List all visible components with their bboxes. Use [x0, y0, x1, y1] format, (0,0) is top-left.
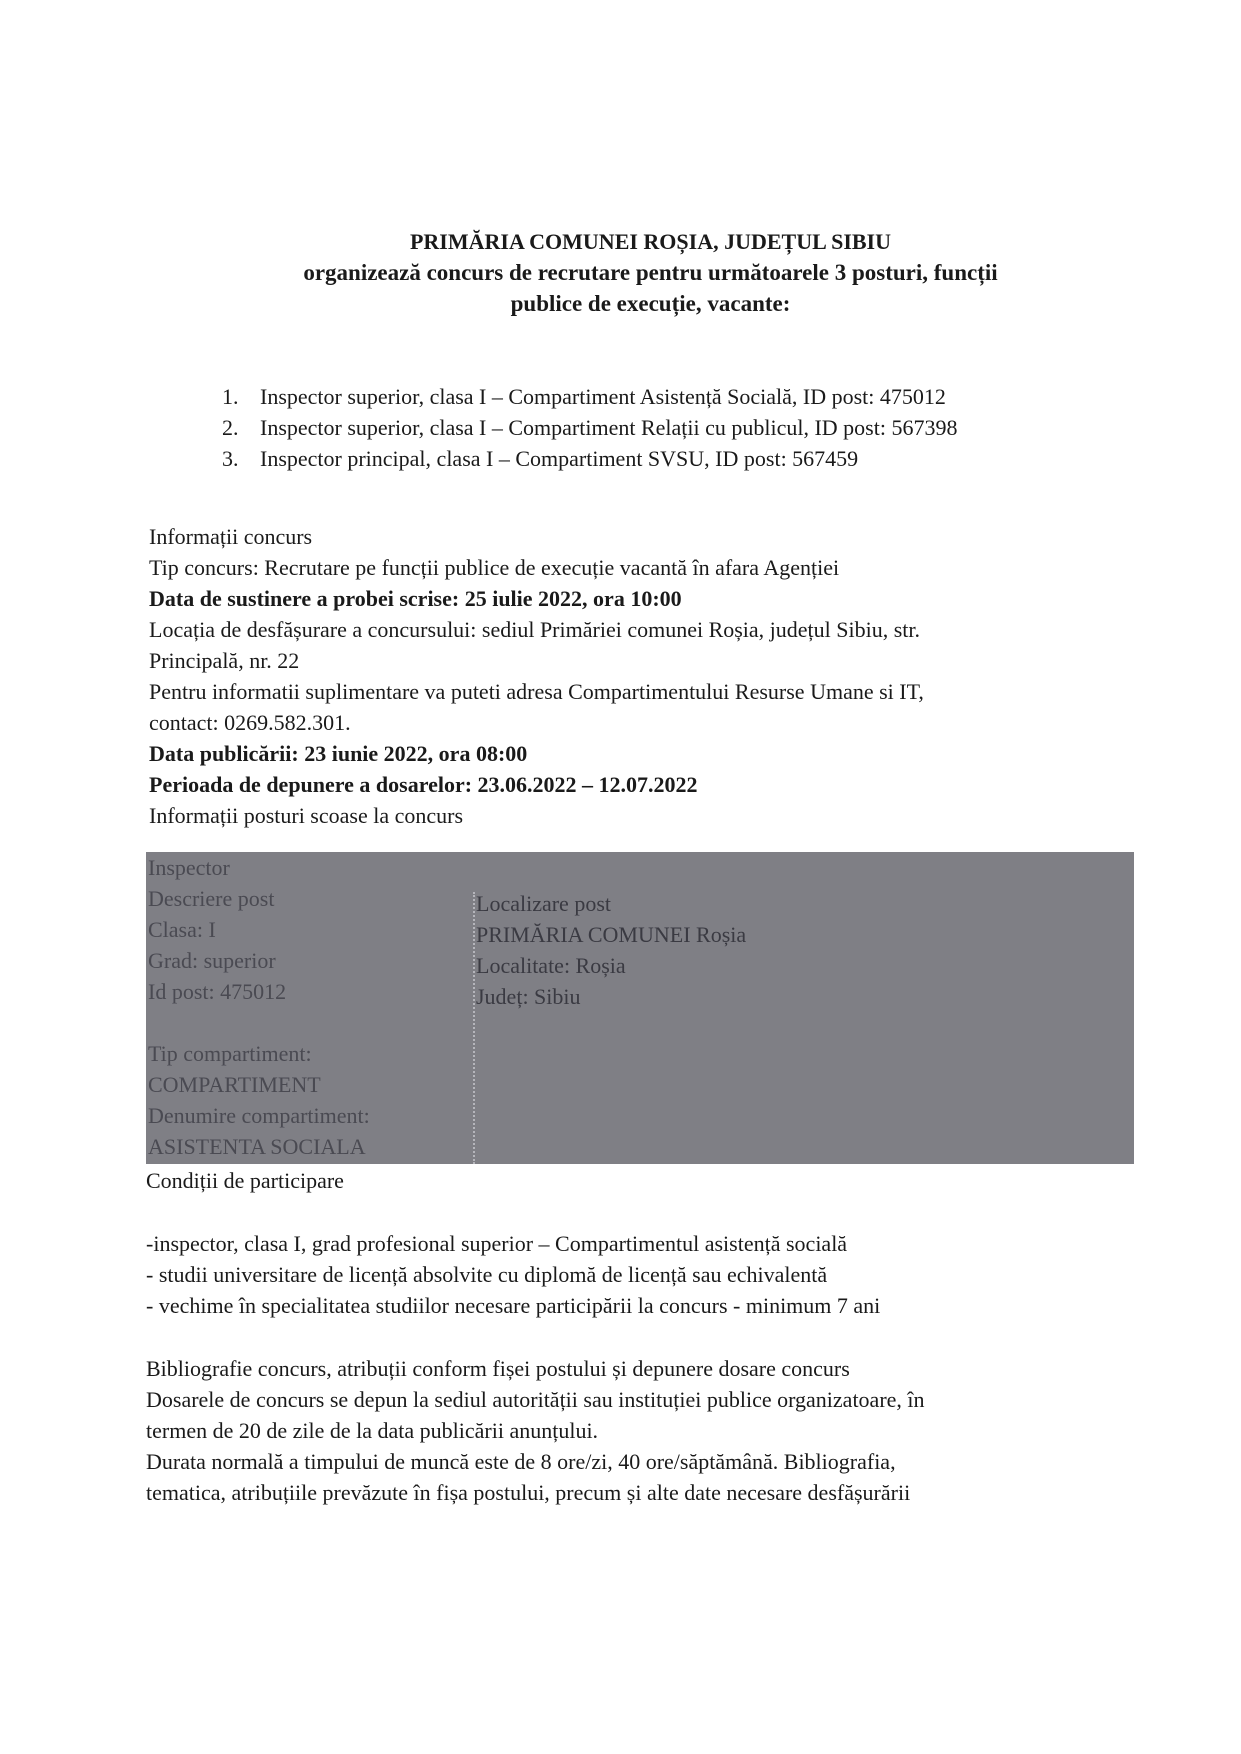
list-item [222, 381, 957, 412]
work-time-line2: tematica, atribuțiile prevăzute în fișa postului, precum și alte date necesare desfășurării [146, 1480, 911, 1505]
location-title: Localizare post [476, 891, 611, 916]
list-item-text: Inspector superior, clasa I – Compartiment Relații cu publicul, ID post: 567398 [260, 415, 958, 440]
bibliography-heading: Bibliografie concurs, atribuții conform fișei postului și depunere dosare concurs [146, 1356, 850, 1381]
list-item [222, 443, 957, 474]
column-divider [473, 892, 475, 1164]
contact-line2: contact: 0269.582.301. [149, 710, 351, 735]
post-id: Id post: 475012 [148, 979, 287, 1004]
list-item-number: 3. [222, 446, 239, 471]
location-institution: PRIMĂRIA COMUNEI Roșia [476, 922, 747, 947]
work-time-line1: Durata normală a timpului de muncă este de 8 ore/zi, 40 ore/săptămână. Bibliografia, [146, 1449, 896, 1474]
location-county: Județ: Sibiu [476, 984, 581, 1009]
exam-date: Data de sustinere a probei scrise: 25 iulie 2022, ora 10:00 [149, 586, 682, 611]
posts-list [222, 381, 957, 474]
header-title: PRIMĂRIA COMUNEI ROȘIA, JUDEȚUL SIBIU [409, 229, 891, 254]
dept-name-label: Denumire compartiment: [148, 1103, 370, 1128]
contest-type: Tip concurs: Recrutare pe funcții publice de execuție vacantă în afara Agenției [149, 555, 840, 580]
contest-info [149, 521, 1089, 831]
location-line1: Locația de desfășurare a concursului: sediul Primăriei comunei Roșia, județul Sibiu, str. [149, 617, 921, 642]
condition-item: - studii universitare de licență absolvite cu diplomă de licență sau echivalentă [146, 1262, 828, 1287]
list-item [222, 412, 957, 443]
post-grade: Grad: superior [148, 948, 276, 973]
condition-item: - vechime în specialitatea studiilor necesare participării la concurs - minimum 7 ani [146, 1293, 881, 1318]
submission-text-line1: Dosarele de concurs se depun la sediul autorității sau instituției publice organizatoare, în [146, 1387, 925, 1412]
publish-date: Data publicării: 23 iunie 2022, ora 08:00 [149, 741, 528, 766]
participation-conditions [146, 1165, 1106, 1508]
submission-text-line2: termen de 20 de zile de la data publicării anunțului. [146, 1418, 599, 1443]
dept-type: COMPARTIMENT [148, 1072, 321, 1097]
announcement-header [0, 226, 1241, 319]
list-item-text: Inspector principal, clasa I – Compartiment SVSU, ID post: 567459 [260, 446, 859, 471]
location-line2: Principală, nr. 22 [149, 648, 300, 673]
conditions-heading: Condiții de participare [146, 1168, 344, 1193]
post-location [476, 888, 746, 1012]
post-details-box [146, 852, 1134, 1164]
posts-info-heading: Informații posturi scoase la concurs [149, 803, 464, 828]
header-subtitle-line2: publice de execuție, vacante: [510, 291, 791, 316]
dept-name: ASISTENTA SOCIALA [148, 1134, 366, 1159]
list-item-text: Inspector superior, clasa I – Compartiment Asistență Socială, ID post: 475012 [260, 384, 946, 409]
submission-period: Perioada de depunere a dosarelor: 23.06.2022 – 12.07.2022 [149, 772, 698, 797]
post-class: Clasa: I [148, 917, 216, 942]
post-description [148, 852, 468, 1162]
info-heading: Informații concurs [149, 524, 313, 549]
condition-item: -inspector, clasa I, grad profesional superior – Compartimentul asistență socială [146, 1231, 848, 1256]
list-item-number: 2. [222, 415, 239, 440]
list-item-number: 1. [222, 384, 239, 409]
location-locality: Localitate: Roșia [476, 953, 626, 978]
contact-line1: Pentru informatii suplimentare va puteti adresa Compartimentului Resurse Umane si IT, [149, 679, 924, 704]
post-desc-label: Descriere post [148, 886, 275, 911]
header-subtitle-line1: organizează concurs de recrutare pentru următoarele 3 posturi, funcții [303, 260, 998, 285]
dept-type-label: Tip compartiment: [148, 1041, 312, 1066]
post-title: Inspector [148, 855, 230, 880]
